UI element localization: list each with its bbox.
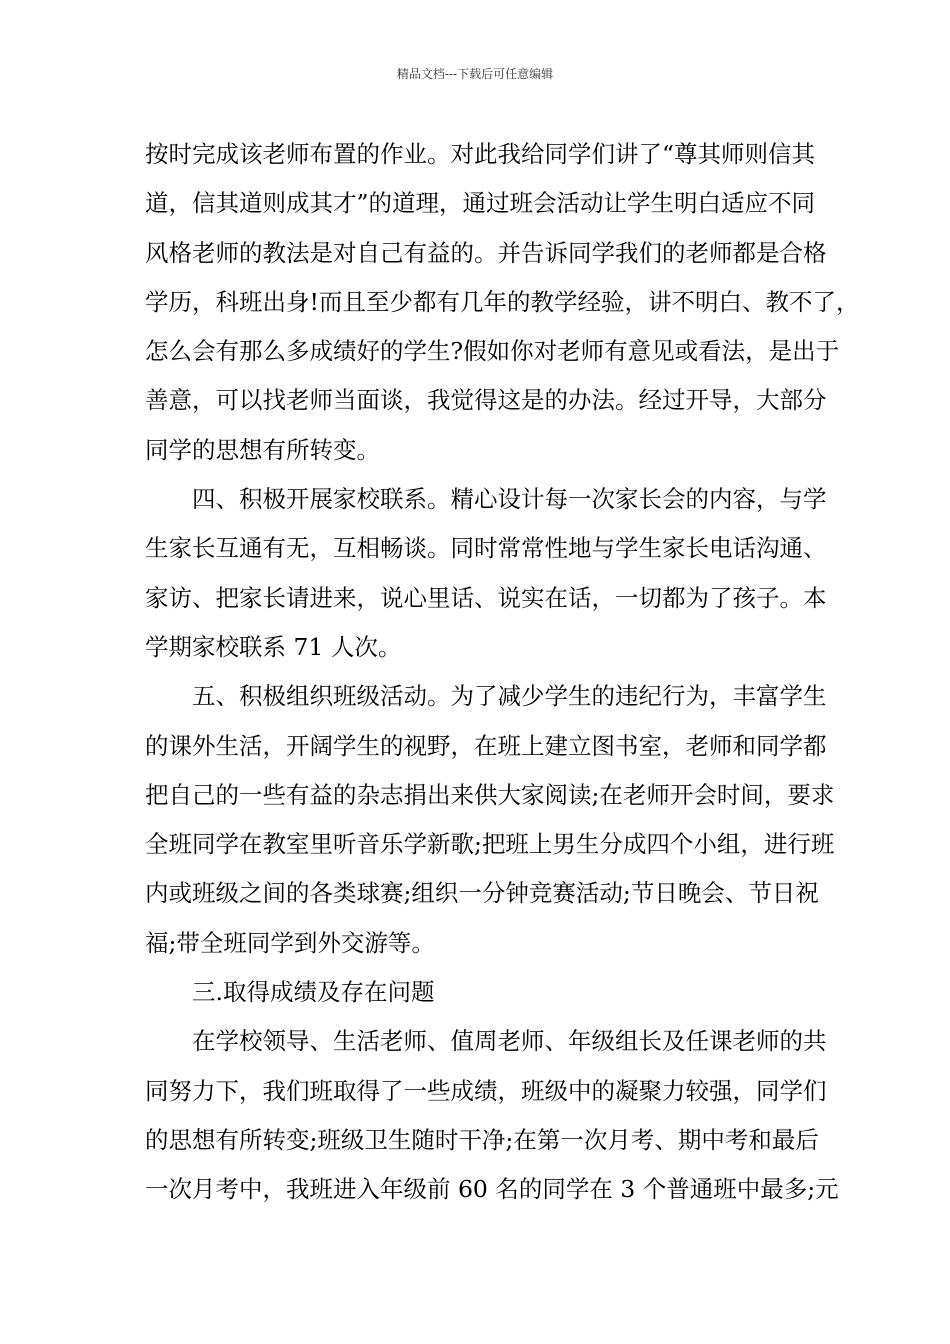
text-line: 福;带全班同学到外交游等。 — [145, 928, 435, 957]
text-line: 风格老师的教法是对自己有益的。并告诉同学我们的老师都是合格 — [145, 238, 827, 267]
text-line: 四、积极开展家校联系。精心设计每一次家长会的内容，与学 — [145, 485, 827, 514]
text-line: 内或班级之间的各类球赛;组织一分钟竞赛活动;节日晚会、节日祝 — [145, 879, 819, 908]
page-header: 精品文档---下载后可任意编辑 — [396, 67, 554, 81]
text-line: 按时完成该老师布置的作业。对此我给同学们讲了“尊其师则信其 — [145, 140, 816, 168]
text-line: 把自己的一些有益的杂志捐出来供大家阅读;在老师开会时间，要求 — [145, 780, 835, 809]
text-line: 五、积极组织班级活动。为了减少学生的违纪行为，丰富学生 — [145, 682, 827, 711]
text-line: 家访、把家长请进来，说心里话、说实在话，一切都为了孩子。本 — [145, 583, 827, 612]
text-line: 学历，科班出身!而且至少都有几年的教学经验，讲不明白、教不了， — [145, 287, 860, 316]
section-heading: 三.取得成绩及存在问题 — [145, 978, 435, 1007]
text-line: 同学的思想有所转变。 — [145, 435, 380, 464]
text-line: 善意，可以找老师当面谈，我觉得这是的办法。经过开导，大部分 — [145, 386, 827, 415]
text-line: 的课外生活，开阔学生的视野，在班上建立图书室，老师和同学都 — [145, 731, 827, 760]
text-line: 的思想有所转变;班级卫生随时干净;在第一次月考、期中考和最后 — [145, 1125, 819, 1154]
text-line: 道，信其道则成其才”的道理，通过班会活动让学生明白适应不同 — [145, 189, 816, 218]
text-line: 在学校领导、生活老师、值周老师、年级组长及任课老师的共 — [145, 1027, 827, 1056]
text-line: 全班同学在教室里听音乐学新歌;把班上男生分成四个小组，进行班 — [145, 830, 835, 859]
text-line: 生家长互通有无，互相畅谈。同时常常性地与学生家长电话沟通、 — [145, 534, 827, 563]
text-line: 一次月考中，我班进入年级前 60 名的同学在 3 个普通班中最多;元 — [145, 1175, 839, 1204]
text-line: 怎么会有那么多成绩好的学生?假如你对老师有意见或看法，是出于 — [145, 337, 840, 366]
text-line: 同努力下，我们班取得了一些成绩，班级中的凝聚力较强，同学们 — [145, 1076, 827, 1105]
document-body — [145, 130, 860, 1215]
text-line: 学期家校联系 71 人次。 — [145, 632, 402, 661]
